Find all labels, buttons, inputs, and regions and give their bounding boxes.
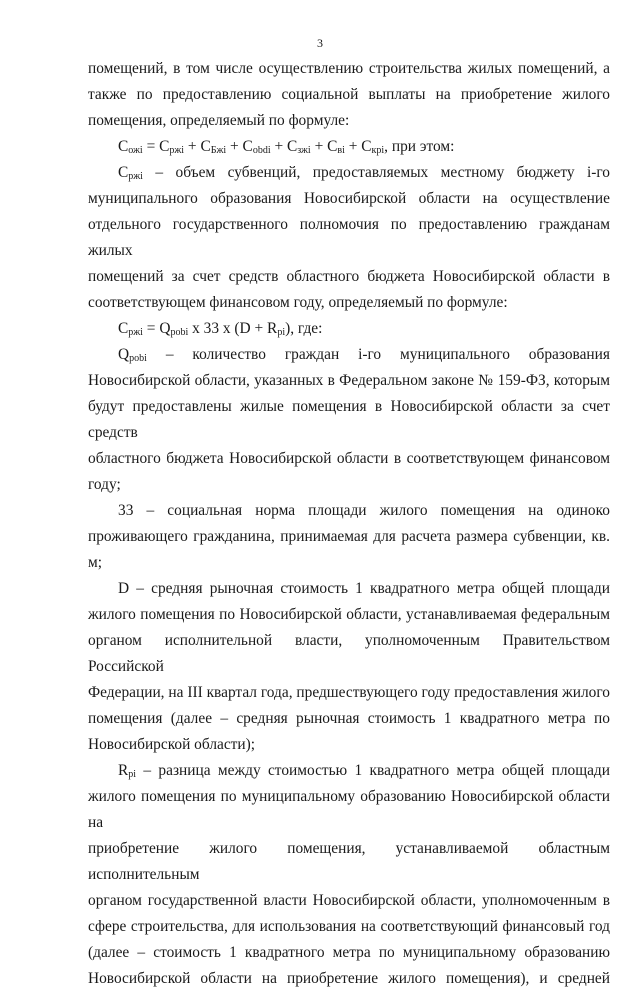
text-line: жилого помещения по Новосибирской области, устанавливаемая федеральным xyxy=(88,606,610,623)
text-line: Новосибирской области); xyxy=(88,736,256,753)
document-body xyxy=(88,56,610,992)
text-line: 33 – социальная норма площади жилого помещения на одиноко xyxy=(118,502,610,519)
formula-line: $С_{ожi} = С_{ржi} + С_{Бжi} + С_{obdi} + С_{зжi} + С_{вi} + С_{крi}$, при этом: xyxy=(118,138,455,156)
text-line: Федерации, на III квартал года, предшествующего году предоставления жилого xyxy=(88,684,610,701)
page-number: 3 xyxy=(317,36,323,50)
text-line: Новосибирской области на приобретение жилого помещения), и средней xyxy=(88,970,610,987)
text-line: будут предоставлены жилые помещения в Новосибирской области за счет средств xyxy=(88,398,610,441)
text-line: отдельного государственного полномочия по предоставлению гражданам жилых xyxy=(88,216,610,259)
text-line: помещения, определяемый по формуле: xyxy=(88,112,350,129)
text-line: помещений за счет средств областного бюджета Новосибирской области в xyxy=(88,268,610,285)
text-line: муниципального образования Новосибирской области на осуществление xyxy=(88,190,610,207)
text-line: $Q_{pobi}$ – количество граждан i-го муниципального образования xyxy=(118,346,610,364)
text-line: (далее – стоимость 1 квадратного метра по муниципальному образованию xyxy=(88,944,610,961)
text-line: областного бюджета Новосибирской области в соответствующем финансовом xyxy=(88,450,610,467)
text-line: $С_{ржi}$ – объем субвенций, предоставляемых местному бюджету i-го xyxy=(118,164,610,182)
text-line: также по предоставлению социальной выплаты на приобретение жилого xyxy=(88,86,610,103)
text-line: помещений, в том числе осуществлению строительства жилых помещений, а xyxy=(88,60,610,77)
text-line: проживающего гражданина, принимаемая для расчета размера субвенции, кв. м; xyxy=(88,528,610,571)
text-line: $R_{pi}$ – разница между стоимостью 1 квадратного метра общей площади xyxy=(118,762,610,780)
text-line: органом исполнительной власти, уполномоченным Правительством Российской xyxy=(88,632,610,675)
text-line: D – средняя рыночная стоимость 1 квадратного метра общей площади xyxy=(118,580,610,597)
text-line: органом государственной власти Новосибирской области, уполномоченным в xyxy=(88,892,610,909)
text-line: соответствующем финансовом году, определяемый по формуле: xyxy=(88,294,508,311)
text-line: приобретение жилого помещения, устанавливаемой областным исполнительным xyxy=(88,840,610,883)
text-line: году; xyxy=(88,476,121,493)
formula-line: $С_{ржi} = Q_{pobi}$ x 33 x $(D + R_{pi})$, где: xyxy=(118,320,323,338)
text-line: сфере строительства, для использования на соответствующий финансовый год xyxy=(88,918,610,935)
text-line: Новосибирской области, указанных в Федеральном законе № 159-ФЗ, которым xyxy=(88,372,610,389)
text-line: помещения (далее – средняя рыночная стоимость 1 квадратного метра по xyxy=(88,710,610,727)
text-line: жилого помещения по муниципальному образованию Новосибирской области на xyxy=(88,788,610,831)
